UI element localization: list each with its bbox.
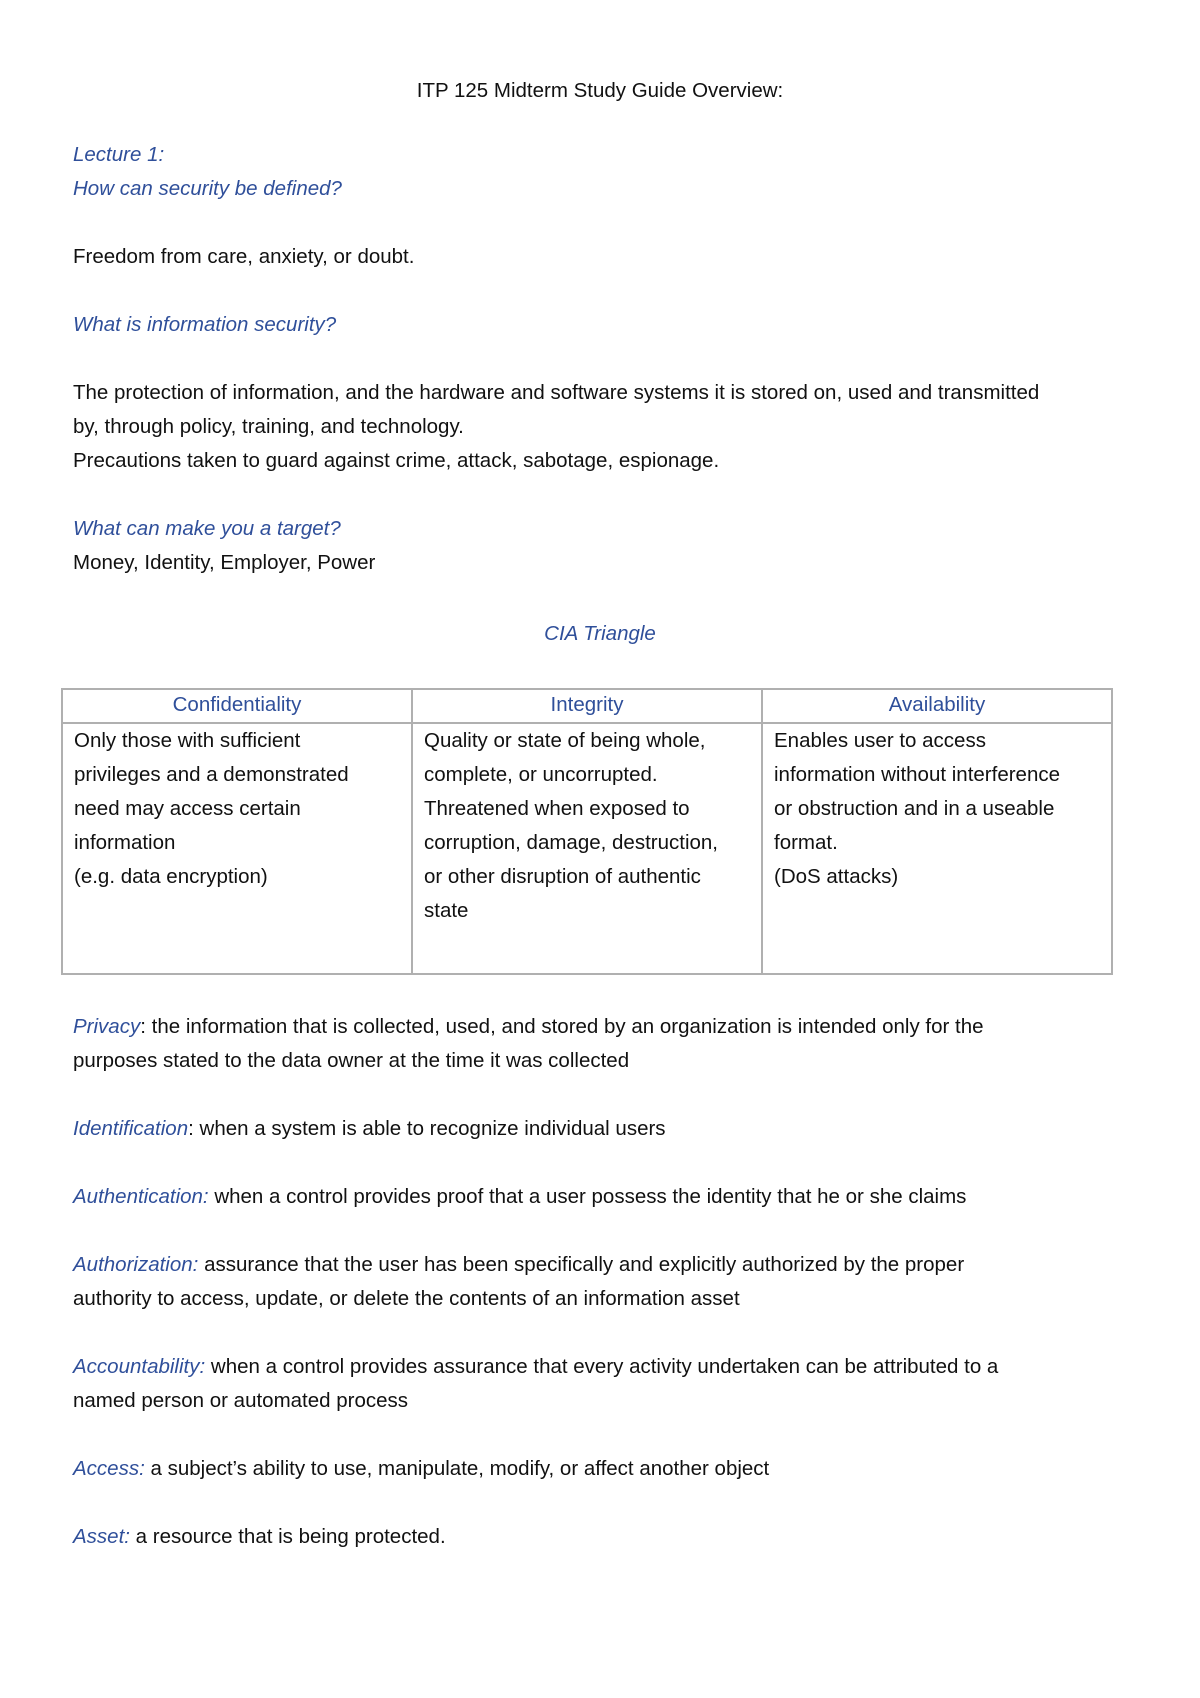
cell-line: privileges and a demonstrated [74,763,349,786]
definition-term: Asset: [73,1525,130,1548]
cia-header-row [62,689,1112,723]
definition-privacy-continued: purposes stated to the data owner at the time it was collected [73,1049,630,1072]
cell-line: need may access certain [74,797,301,820]
definition-text: when a control provides assurance that every activity undertaken can be attributed to a [210,1355,999,1378]
definition-text: the information that is collected, used, and stored by an organization is intended only for the [151,1015,984,1038]
cia-header-availability: Availability [762,689,1112,723]
answer-security-defined: Freedom from care, anxiety, or doubt. [73,245,415,268]
definition-accountability [73,1350,998,1384]
cia-triangle-heading: CIA Triangle [544,622,656,645]
cell-line: (DoS attacks) [774,865,899,888]
cia-cell-confidentiality [62,723,412,974]
definition-identification [73,1112,666,1146]
definition-privacy [73,1010,984,1044]
definition-authorization-continued: authority to access, update, or delete the contents of an information asset [73,1287,740,1310]
answer-target: Money, Identity, Employer, Power [73,551,376,574]
cell-line: complete, or uncorrupted. [424,763,658,786]
definition-asset [73,1520,446,1554]
cell-line: Quality or state of being whole, [424,729,706,752]
lecture-heading: Lecture 1: [73,143,165,166]
definition-separator: : [188,1117,194,1140]
definition-term: Access: [73,1457,145,1480]
cia-cell-integrity [412,723,762,974]
definition-term: Authorization: [73,1253,199,1276]
cia-header-integrity: Integrity [412,689,762,723]
question-target: What can make you a target? [73,517,341,540]
answer-information-security-line-3: Precautions taken to guard against crime, attack, sabotage, espionage. [73,449,720,472]
definition-text: a subject’s ability to use, manipulate, modify, or affect another object [150,1457,770,1480]
question-security-defined: How can security be defined? [73,177,342,200]
cell-line: Threatened when exposed to [424,797,690,820]
cia-cell-availability [762,723,1112,974]
cell-line: or other disruption of authentic [424,865,701,888]
cell-line: information [74,831,176,854]
definition-separator: : [140,1015,146,1038]
cell-line: Enables user to access [774,729,986,752]
definition-term: Authentication: [73,1185,209,1208]
answer-information-security-line-2: by, through policy, training, and technology. [73,415,464,438]
answer-information-security-line-1: The protection of information, and the hardware and software systems it is stored on, used and transmitted [73,381,1040,404]
cia-body-row [62,723,1112,974]
cell-line: or obstruction and in a useable [774,797,1055,820]
cia-table [61,688,1113,975]
cell-line: information without interference [774,763,1061,786]
definition-text: when a system is able to recognize individual users [199,1117,666,1140]
definition-accountability-continued: named person or automated process [73,1389,409,1412]
definition-authorization [73,1248,964,1282]
question-information-security: What is information security? [73,313,337,336]
cell-line: corruption, damage, destruction, [424,831,718,854]
definition-text: a resource that is being protected. [135,1525,446,1548]
definition-term: Accountability: [73,1355,206,1378]
definition-text: when a control provides proof that a user possess the identity that he or she claims [214,1185,967,1208]
cia-header-confidentiality: Confidentiality [62,689,412,723]
cell-line: (e.g. data encryption) [74,865,268,888]
document-title: ITP 125 Midterm Study Guide Overview: [416,79,784,102]
cell-line: Only those with sufficient [74,729,301,752]
definition-access [73,1452,769,1486]
definition-authentication [73,1180,966,1214]
definition-term: Identification [73,1117,189,1140]
cell-line: state [424,899,469,922]
definition-text: assurance that the user has been specifically and explicitly authorized by the proper [204,1253,965,1276]
cell-line: format. [774,831,838,854]
definition-term: Privacy [73,1015,141,1038]
